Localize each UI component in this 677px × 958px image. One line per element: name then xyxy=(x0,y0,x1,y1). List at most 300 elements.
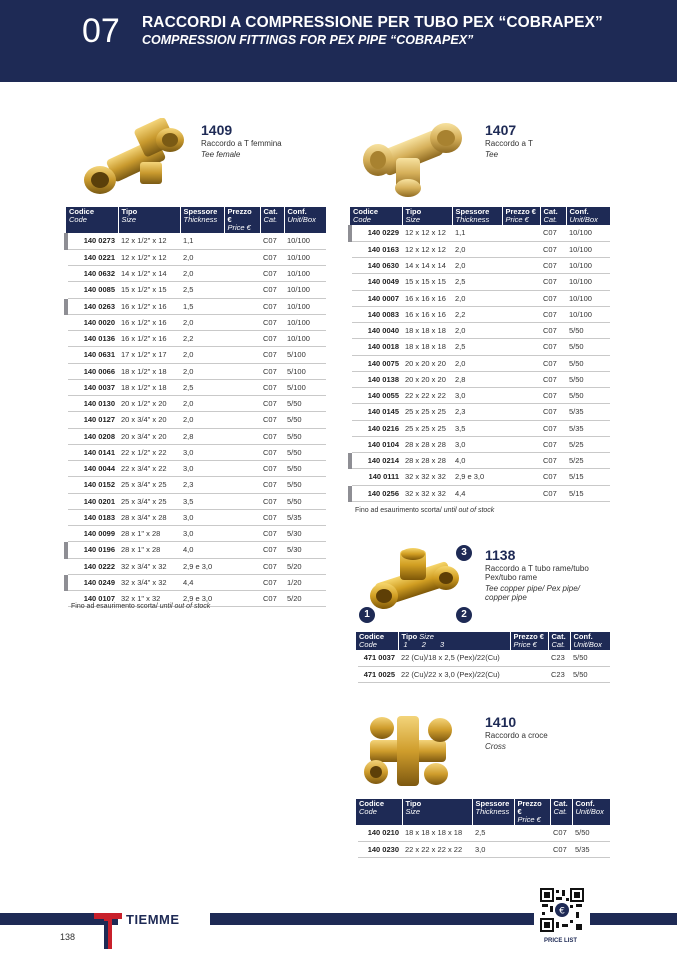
badge-3: 3 xyxy=(456,545,472,561)
cell-thk: 2,0 xyxy=(180,412,224,428)
cell-cat: C07 xyxy=(260,461,284,477)
cell-cat: C07 xyxy=(540,453,566,469)
product-name-en-1138-line1: Tee copper pipe/ Pex pipe/ xyxy=(485,584,580,593)
table-row xyxy=(356,650,610,666)
table-row xyxy=(66,558,326,574)
cell-cat: C07 xyxy=(260,412,284,428)
table-row xyxy=(66,412,326,428)
page-number: 138 xyxy=(60,932,76,942)
cell-size: 16 x 1/2" x 16 xyxy=(118,298,180,314)
cell-cat: C07 xyxy=(540,355,566,371)
cell-code: 140 0018 xyxy=(350,339,402,355)
table-row xyxy=(66,444,326,460)
product-name-en-1409: Tee female xyxy=(201,150,241,159)
cell-size: 15 x 15 x 15 xyxy=(402,274,452,290)
cell-cat: C07 xyxy=(540,388,566,404)
cell-cat: C07 xyxy=(260,591,284,607)
col-size: Tipo Size xyxy=(402,207,452,225)
cell-price xyxy=(502,274,540,290)
product-name-1138-line1: Raccordo a T tubo rame/tubo xyxy=(485,564,589,573)
cell-price xyxy=(502,485,540,501)
cell-thk: 2,8 xyxy=(452,371,502,387)
cell-conf: 5/100 xyxy=(284,347,326,363)
cell-conf: 5/50 xyxy=(284,477,326,493)
cell-thk: 3,0 xyxy=(472,841,514,857)
cell-thk: 1,1 xyxy=(180,233,224,249)
cell-conf: 5/50 xyxy=(570,666,610,682)
col-unit: Conf. Unit/Box xyxy=(572,799,610,825)
table-row xyxy=(350,469,610,485)
cell-price xyxy=(224,363,260,379)
cell-conf: 10/100 xyxy=(566,290,610,306)
cell-thk: 2,5 xyxy=(452,274,502,290)
cell-cat: C07 xyxy=(540,306,566,322)
cell-conf: 5/35 xyxy=(566,420,610,436)
cell-size: 18 x 1/2" x 18 xyxy=(118,363,180,379)
cell-price xyxy=(514,825,550,841)
col-price: Prezzo € Price € xyxy=(502,207,540,225)
cell-thk: 4,4 xyxy=(452,485,502,501)
cell-conf: 5/35 xyxy=(572,841,610,857)
cell-size: 25 x 3/4" x 25 xyxy=(118,477,180,493)
price-list-label: PRICE LIST xyxy=(544,938,578,944)
cell-thk: 2,9 e 3,0 xyxy=(180,591,224,607)
cell-price xyxy=(224,331,260,347)
cell-conf: 5/50 xyxy=(284,428,326,444)
cell-size: 25 x 3/4" x 25 xyxy=(118,493,180,509)
col-size: Tipo Size xyxy=(118,207,180,233)
cell-cat: C07 xyxy=(540,404,566,420)
table-row xyxy=(350,339,610,355)
table-row xyxy=(350,485,610,501)
cell-size: 22 x 22 x 22 xyxy=(402,388,452,404)
brand-logo: TIEMME xyxy=(126,912,180,927)
cell-code: 140 0208 xyxy=(66,428,118,444)
cell-cat: C07 xyxy=(540,485,566,501)
cell-conf: 5/35 xyxy=(566,404,610,420)
cell-cat: C07 xyxy=(260,249,284,265)
badge-1: 1 xyxy=(359,607,375,623)
cell-size: 28 x 3/4" x 28 xyxy=(118,509,180,525)
cell-cat: C07 xyxy=(540,290,566,306)
cell-price xyxy=(502,323,540,339)
table-row xyxy=(350,388,610,404)
cell-size: 16 x 16 x 16 xyxy=(402,290,452,306)
cell-thk: 3,0 xyxy=(180,509,224,525)
cell-price xyxy=(502,371,540,387)
cell-size: 17 x 1/2" x 17 xyxy=(118,347,180,363)
cell-thk: 3,0 xyxy=(452,388,502,404)
table-row xyxy=(66,347,326,363)
table-row xyxy=(66,314,326,330)
cell-price xyxy=(224,574,260,590)
cell-conf: 5/15 xyxy=(566,485,610,501)
cell-code: 140 0085 xyxy=(66,282,118,298)
cell-conf: 5/20 xyxy=(284,591,326,607)
cell-thk: 2,9 e 3,0 xyxy=(180,558,224,574)
cell-code: 140 0138 xyxy=(350,371,402,387)
cell-cat: C07 xyxy=(260,477,284,493)
table-1407 xyxy=(348,207,610,502)
cell-size: 28 x 1" x 28 xyxy=(118,542,180,558)
cell-price xyxy=(502,306,540,322)
cell-size: 22 x 1/2" x 22 xyxy=(118,444,180,460)
cell-price xyxy=(224,233,260,249)
cell-code: 140 0044 xyxy=(66,461,118,477)
cell-thk: 2,3 xyxy=(180,477,224,493)
cell-size: 18 x 18 x 18 xyxy=(402,323,452,339)
cell-code: 140 0111 xyxy=(350,469,402,485)
table-row xyxy=(66,379,326,395)
table-row xyxy=(350,371,610,387)
cell-cat: C07 xyxy=(540,323,566,339)
badge-2: 2 xyxy=(456,607,472,623)
cell-price xyxy=(224,461,260,477)
cell-cat: C07 xyxy=(550,841,572,857)
cell-code: 140 0263 xyxy=(66,298,118,314)
table-1410 xyxy=(354,799,610,858)
cell-code: 140 0249 xyxy=(66,574,118,590)
product-name-1138-line2: Pex/tubo rame xyxy=(485,573,538,582)
cell-thk: 2,0 xyxy=(452,355,502,371)
col-price: Prezzo € Price € xyxy=(510,632,548,650)
product-code-1409: 1409 xyxy=(201,122,233,138)
col-cat: Cat. Cat. xyxy=(550,799,572,825)
table-row xyxy=(66,526,326,542)
size-index-2: 2 xyxy=(421,640,426,649)
cell-code: 140 0040 xyxy=(350,323,402,339)
table-row xyxy=(66,266,326,282)
table-row xyxy=(66,542,326,558)
product-name-en-1410: Cross xyxy=(485,742,506,751)
cell-code: 140 0130 xyxy=(66,396,118,412)
cell-price xyxy=(502,420,540,436)
col-cat: Cat. Cat. xyxy=(540,207,566,225)
cell-thk: 2,2 xyxy=(452,306,502,322)
cell-cat: C07 xyxy=(540,436,566,452)
cell-code: 140 0152 xyxy=(66,477,118,493)
cell-conf: 5/50 xyxy=(566,388,610,404)
cell-thk: 2,0 xyxy=(180,363,224,379)
cell-cat: C07 xyxy=(540,274,566,290)
table-1138 xyxy=(354,632,610,683)
cell-code: 140 0222 xyxy=(66,558,118,574)
cell-size: 14 x 14 x 14 xyxy=(402,258,452,274)
cell-code: 140 0210 xyxy=(356,825,402,841)
table-row xyxy=(66,477,326,493)
cell-price xyxy=(514,841,550,857)
stock-note-1409: Fino ad esaurimento scorta/ until out of stock xyxy=(71,603,211,610)
cell-size: 20 x 3/4" x 20 xyxy=(118,428,180,444)
cell-thk: 2,0 xyxy=(452,290,502,306)
cell-code: 140 0196 xyxy=(66,542,118,558)
cell-thk: 3,0 xyxy=(180,461,224,477)
cell-code: 140 0020 xyxy=(66,314,118,330)
cell-size: 20 x 3/4" x 20 xyxy=(118,412,180,428)
cell-code: 140 0007 xyxy=(350,290,402,306)
cell-price xyxy=(224,412,260,428)
product-name-1410: Raccordo a croce xyxy=(485,731,548,740)
col-cat: Cat. Cat. xyxy=(260,207,284,233)
cell-code: 140 0075 xyxy=(350,355,402,371)
cell-conf: 5/50 xyxy=(284,396,326,412)
cell-conf: 5/15 xyxy=(566,469,610,485)
cell-conf: 5/25 xyxy=(566,436,610,452)
cell-code: 140 0183 xyxy=(66,509,118,525)
cell-code: 140 0127 xyxy=(66,412,118,428)
cell-price xyxy=(224,428,260,444)
table-row xyxy=(350,258,610,274)
cell-code: 140 0163 xyxy=(350,241,402,257)
product-code-1410: 1410 xyxy=(485,714,517,730)
cell-cat: C07 xyxy=(260,542,284,558)
col-unit: Conf. Unit/Box xyxy=(284,207,326,233)
cell-size: 28 x 28 x 28 xyxy=(402,453,452,469)
cell-cat: C23 xyxy=(548,666,570,682)
table-row xyxy=(350,404,610,420)
cell-price xyxy=(224,542,260,558)
cell-price xyxy=(224,477,260,493)
cell-code: 140 0037 xyxy=(66,379,118,395)
col-unit: Conf. Unit/Box xyxy=(570,632,610,650)
cell-conf: 10/100 xyxy=(566,274,610,290)
cell-cat: C07 xyxy=(550,825,572,841)
cell-cat: C07 xyxy=(540,339,566,355)
table-row xyxy=(356,825,610,841)
col-cat: Cat. Cat. xyxy=(548,632,570,650)
cell-price xyxy=(224,558,260,574)
chapter-title-it: RACCORDI A COMPRESSIONE PER TUBO PEX “COBRAPEX” xyxy=(142,14,603,31)
cell-code: 140 0214 xyxy=(350,453,402,469)
cell-code: 140 0230 xyxy=(356,841,402,857)
cell-size: 16 x 16 x 16 xyxy=(402,306,452,322)
chapter-number: 07 xyxy=(82,12,120,50)
cell-conf: 5/30 xyxy=(284,542,326,558)
cell-size: 22 x 3/4" x 22 xyxy=(118,461,180,477)
col-thickness: Spessore Thickness xyxy=(180,207,224,233)
cell-cat: C07 xyxy=(260,574,284,590)
cell-conf: 5/20 xyxy=(284,558,326,574)
cell-conf: 5/35 xyxy=(284,509,326,525)
cell-code: 140 0273 xyxy=(66,233,118,249)
cell-code: 140 0632 xyxy=(66,266,118,282)
cell-code: 140 0141 xyxy=(66,444,118,460)
cell-code: 140 0055 xyxy=(350,388,402,404)
cell-cat: C07 xyxy=(540,241,566,257)
cell-price xyxy=(224,509,260,525)
product-name-en-1138-line2: copper pipe xyxy=(485,593,527,602)
cell-code: 140 0201 xyxy=(66,493,118,509)
table-1409 xyxy=(64,207,326,607)
cell-thk: 1,5 xyxy=(180,298,224,314)
col-code: Codice Code xyxy=(350,207,402,225)
cell-price xyxy=(224,249,260,265)
col-price: Prezzo € Price € xyxy=(224,207,260,233)
cell-cat: C07 xyxy=(540,469,566,485)
cell-conf: 5/50 xyxy=(566,355,610,371)
cell-price xyxy=(224,379,260,395)
cell-price xyxy=(502,404,540,420)
tiemme-t-logo-icon xyxy=(94,911,122,951)
table-row xyxy=(350,323,610,339)
cell-price xyxy=(224,493,260,509)
col-unit: Conf. Unit/Box xyxy=(566,207,610,225)
cell-cat: C07 xyxy=(260,314,284,330)
cell-size: 22 x 22 x 22 x 22 xyxy=(402,841,472,857)
table-row xyxy=(66,493,326,509)
size-index-3: 3 xyxy=(440,640,445,649)
product-code-1138: 1138 xyxy=(485,547,516,563)
product-code-1407: 1407 xyxy=(485,122,517,138)
cell-size: 32 x 32 x 32 xyxy=(402,469,452,485)
cell-size: 25 x 25 x 25 xyxy=(402,404,452,420)
cell-thk: 2,0 xyxy=(180,347,224,363)
cell-thk: 2,0 xyxy=(180,314,224,330)
table-row xyxy=(66,249,326,265)
cell-cat: C07 xyxy=(260,428,284,444)
cell-size: 15 x 1/2" x 15 xyxy=(118,282,180,298)
cell-thk: 3,0 xyxy=(452,436,502,452)
cell-thk: 2,0 xyxy=(452,323,502,339)
size-index-1: 1 xyxy=(403,640,408,649)
cell-code: 140 0216 xyxy=(350,420,402,436)
table-row xyxy=(66,428,326,444)
cell-thk: 2,0 xyxy=(180,249,224,265)
chapter-header xyxy=(0,0,677,82)
cell-cat: C07 xyxy=(540,371,566,387)
cell-size: 14 x 1/2" x 14 xyxy=(118,266,180,282)
cell-conf: 10/100 xyxy=(566,225,610,241)
cell-conf: 5/50 xyxy=(566,339,610,355)
cell-thk: 2,0 xyxy=(452,258,502,274)
cell-size: 20 x 1/2" x 20 xyxy=(118,396,180,412)
cell-cat: C23 xyxy=(548,650,570,666)
cell-conf: 5/50 xyxy=(570,650,610,666)
cell-conf: 10/100 xyxy=(284,298,326,314)
cell-conf: 10/100 xyxy=(566,306,610,322)
cell-size: 28 x 28 x 28 xyxy=(402,436,452,452)
cell-code: 140 0107 xyxy=(66,591,118,607)
col-size: Tipo Size xyxy=(402,799,472,825)
table-row xyxy=(350,420,610,436)
cell-size: 32 x 3/4" x 32 xyxy=(118,574,180,590)
cell-size: 16 x 1/2" x 16 xyxy=(118,314,180,330)
cell-code: 140 0256 xyxy=(350,485,402,501)
tee-copper-pex-image xyxy=(366,546,462,618)
cell-size: 22 (Cu)/18 x 2,5 (Pex)/22(Cu) xyxy=(398,650,510,666)
col-code: Codice Code xyxy=(356,632,398,650)
svg-text:€: € xyxy=(559,906,565,917)
cell-size: 12 x 1/2" x 12 xyxy=(118,233,180,249)
table-row xyxy=(350,225,610,241)
cell-price xyxy=(510,650,548,666)
table-row xyxy=(66,363,326,379)
chapter-title-en: COMPRESSION FITTINGS FOR PEX PIPE “COBRAPEX” xyxy=(142,33,474,47)
table-row xyxy=(66,396,326,412)
cell-conf: 1/20 xyxy=(284,574,326,590)
cell-code: 140 0221 xyxy=(66,249,118,265)
cell-thk: 2,5 xyxy=(452,339,502,355)
cell-conf: 5/50 xyxy=(284,493,326,509)
cell-cat: C07 xyxy=(260,493,284,509)
cell-code: 140 0630 xyxy=(350,258,402,274)
cell-conf: 5/30 xyxy=(284,526,326,542)
product-name-1409: Raccordo a T femmina xyxy=(201,139,282,148)
cell-size: 32 x 1" x 32 xyxy=(118,591,180,607)
cell-conf: 10/100 xyxy=(284,249,326,265)
cell-code: 140 0229 xyxy=(350,225,402,241)
col-price: Prezzo € Price € xyxy=(514,799,550,825)
cell-thk: 1,1 xyxy=(452,225,502,241)
cell-cat: C07 xyxy=(540,225,566,241)
cell-conf: 5/50 xyxy=(284,444,326,460)
table-row xyxy=(66,574,326,590)
cell-code: 471 0025 xyxy=(356,666,398,682)
cell-price xyxy=(502,436,540,452)
cell-thk: 3,0 xyxy=(180,526,224,542)
cell-price xyxy=(224,282,260,298)
cell-price xyxy=(224,266,260,282)
cell-code: 140 0136 xyxy=(66,331,118,347)
cell-price xyxy=(502,241,540,257)
cell-size: 18 x 18 x 18 xyxy=(402,339,452,355)
cell-size: 20 x 20 x 20 xyxy=(402,371,452,387)
cell-price xyxy=(224,526,260,542)
cell-conf: 10/100 xyxy=(284,233,326,249)
cell-code: 140 0099 xyxy=(66,526,118,542)
table-row xyxy=(350,436,610,452)
cell-price xyxy=(502,469,540,485)
col-thickness: Spessore Thickness xyxy=(472,799,514,825)
cell-price xyxy=(502,453,540,469)
cell-size: 32 x 3/4" x 32 xyxy=(118,558,180,574)
table-row xyxy=(356,841,610,857)
table-row xyxy=(350,355,610,371)
table-row xyxy=(66,233,326,249)
cell-cat: C07 xyxy=(260,396,284,412)
cell-cat: C07 xyxy=(260,558,284,574)
cell-size: 28 x 1" x 28 xyxy=(118,526,180,542)
table-row xyxy=(66,509,326,525)
cell-cat: C07 xyxy=(260,347,284,363)
cell-thk: 4,4 xyxy=(180,574,224,590)
table-row xyxy=(350,306,610,322)
cell-thk: 3,5 xyxy=(452,420,502,436)
cell-cat: C07 xyxy=(260,363,284,379)
table-row xyxy=(356,666,610,682)
cell-thk: 2,5 xyxy=(472,825,514,841)
cell-cat: C07 xyxy=(260,298,284,314)
cell-size: 16 x 1/2" x 16 xyxy=(118,331,180,347)
cell-conf: 5/25 xyxy=(566,453,610,469)
cell-code: 140 0066 xyxy=(66,363,118,379)
cell-price xyxy=(502,258,540,274)
table-row xyxy=(66,282,326,298)
table-row xyxy=(350,241,610,257)
cell-price xyxy=(502,290,540,306)
cell-code: 140 0104 xyxy=(350,436,402,452)
cell-size: 25 x 25 x 25 xyxy=(402,420,452,436)
cell-price xyxy=(224,298,260,314)
qr-code-icon[interactable] xyxy=(540,888,584,932)
cross-image xyxy=(362,712,454,790)
cell-thk: 2,9 e 3,0 xyxy=(452,469,502,485)
cell-code: 471 0037 xyxy=(356,650,398,666)
cell-price xyxy=(502,388,540,404)
cell-thk: 4,0 xyxy=(180,542,224,558)
col-size: Tipo Size 1 2 3 xyxy=(398,632,510,650)
table-row xyxy=(66,461,326,477)
